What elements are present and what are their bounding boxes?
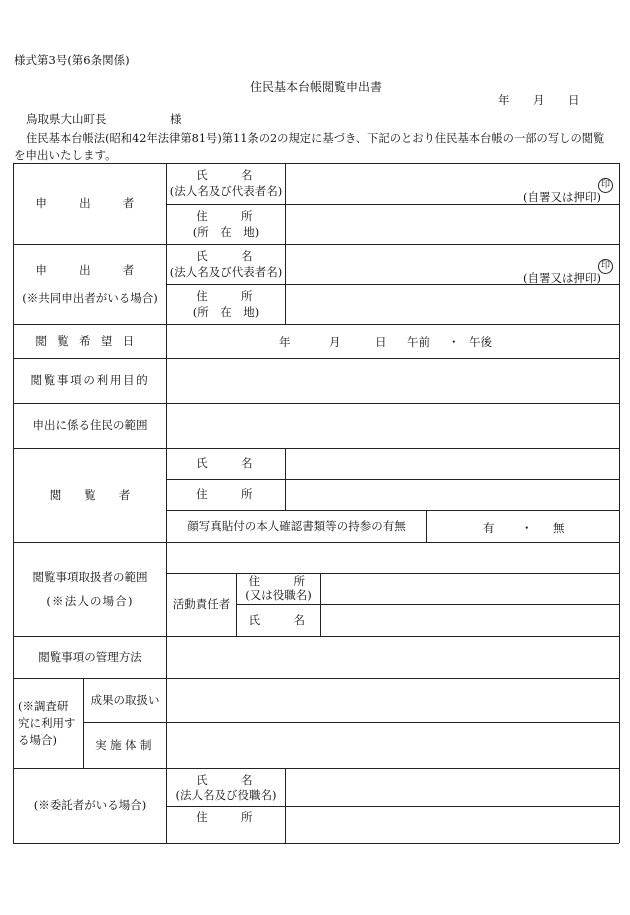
id-check-separator: ・ bbox=[521, 521, 533, 535]
form-number: 様式第3号(第6条関係) bbox=[14, 53, 130, 67]
handlers-field[interactable] bbox=[167, 543, 619, 573]
date-year-label: 年 bbox=[498, 93, 510, 107]
date-month-label: 月 bbox=[533, 93, 545, 107]
resp-address-label: 住 所 (又は役職名) bbox=[245, 574, 312, 602]
viewing-month-label: 月 bbox=[329, 335, 341, 349]
management-label: 閲覧事項の管理方法 bbox=[38, 649, 142, 664]
joint-applicant-address-field[interactable] bbox=[286, 285, 619, 324]
results-handling-label: 成果の取扱い bbox=[90, 692, 160, 707]
viewer-name-field[interactable] bbox=[286, 449, 619, 479]
consignee-address-field[interactable] bbox=[286, 807, 619, 843]
seal-icon: 印 bbox=[598, 178, 613, 193]
applicant-address-field[interactable] bbox=[286, 205, 619, 244]
applicant-label: 申 出 者 bbox=[35, 196, 145, 211]
viewing-date-label: 閲覧希望日 bbox=[35, 333, 145, 348]
intro-line-2: を申出いたします。 bbox=[14, 148, 117, 162]
applicant-name-field[interactable] bbox=[286, 164, 619, 204]
consignee-name-label: 氏 名 (法人名及び役職名) bbox=[175, 773, 277, 802]
joint-seal-icon: 印 bbox=[598, 259, 613, 274]
viewing-am-option[interactable]: 午前 bbox=[407, 335, 430, 349]
residents-scope-field[interactable] bbox=[167, 404, 619, 448]
purpose-label: 閲覧事項の利用目的 bbox=[30, 373, 150, 388]
id-check-no-option[interactable]: 無 bbox=[553, 521, 565, 535]
resp-name-label: 氏 名 bbox=[248, 612, 309, 627]
purpose-field[interactable] bbox=[167, 359, 619, 403]
viewing-year-label: 年 bbox=[279, 335, 291, 349]
resp-name-field[interactable] bbox=[321, 605, 619, 636]
residents-scope-label: 申出に係る住民の範囲 bbox=[32, 418, 148, 433]
addressee: 鳥取県大山町長 bbox=[26, 112, 107, 126]
management-field[interactable] bbox=[167, 637, 619, 678]
consignee-note: (※委託者がいる場合) bbox=[33, 798, 147, 813]
research-note: (※調査研 究に利用す る場合) bbox=[18, 699, 76, 747]
joint-applicant-address-label: 住 所 (所 在 地) bbox=[192, 288, 260, 319]
results-handling-field[interactable] bbox=[167, 679, 619, 722]
applicant-address-label: 住 所 (所 在 地) bbox=[192, 208, 260, 239]
date-day-label: 日 bbox=[568, 93, 580, 107]
joint-applicant-name-field[interactable] bbox=[286, 245, 619, 284]
seal-note: (自署又は押印) bbox=[523, 190, 601, 204]
consignee-address-label: 住 所 bbox=[196, 810, 256, 825]
consignee-name-field[interactable] bbox=[286, 769, 619, 806]
viewing-day-label: 日 bbox=[375, 335, 387, 349]
viewing-separator: ・ bbox=[448, 335, 460, 349]
viewer-address-label: 住 所 bbox=[196, 487, 256, 502]
resp-address-field[interactable] bbox=[321, 574, 619, 604]
applicant-name-label: 氏 名 (法人名及び代表者名) bbox=[169, 168, 283, 198]
id-check-yes-option[interactable]: 有 bbox=[483, 521, 495, 535]
implementation-system-label: 実施体制 bbox=[95, 737, 155, 752]
intro-line-1: 住民基本台帳法(昭和42年法律第81号)第11条の2の規定に基づき、下記のとおり住民基本台帳の一部の写しの閲覧 bbox=[26, 132, 605, 145]
viewer-address-field[interactable] bbox=[286, 480, 619, 510]
page-title: 住民基本台帳閲覧申出書 bbox=[250, 80, 383, 94]
viewer-label: 閲 覧 者 bbox=[49, 487, 131, 502]
viewing-pm-option[interactable]: 午後 bbox=[469, 335, 492, 349]
id-check-field[interactable] bbox=[427, 511, 619, 542]
responsible-person-label: 活動責任者 bbox=[172, 597, 231, 612]
joint-seal-note: (自署又は押印) bbox=[523, 271, 601, 285]
viewing-date-field[interactable] bbox=[167, 325, 619, 358]
handlers-label: 閲覧事項取扱者の範囲 (※法人の場合) bbox=[32, 569, 148, 608]
id-check-label: 顔写真貼付の本人確認書類等の持参の有無 bbox=[187, 518, 406, 533]
joint-applicant-label: 申 出 者 (※共同申出者がいる場合) bbox=[22, 262, 158, 305]
addressee-suffix: 様 bbox=[170, 112, 182, 126]
implementation-system-field[interactable] bbox=[167, 723, 619, 768]
joint-applicant-name-label: 氏 名 (法人名及び代表者名) bbox=[169, 248, 283, 279]
viewer-name-label: 氏 名 bbox=[196, 456, 256, 471]
